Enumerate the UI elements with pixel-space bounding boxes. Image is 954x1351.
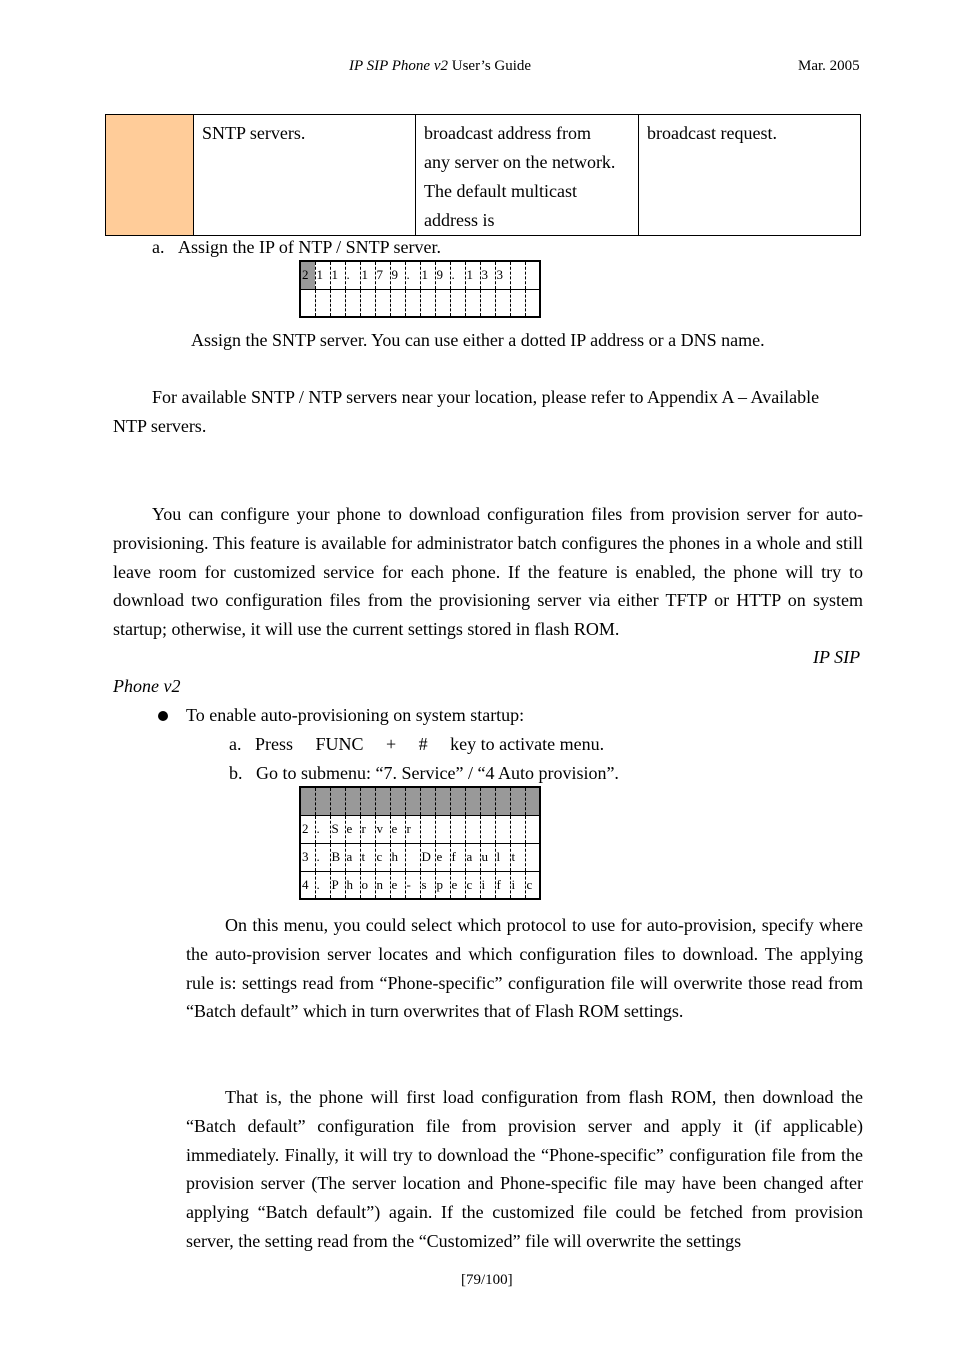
lcd-char-cell: l bbox=[495, 843, 510, 871]
lcd-char-cell: 1 bbox=[330, 261, 345, 289]
lcd1-caption: Assign the SNTP server. You can use either a dotted IP address or a DNS name. bbox=[191, 330, 765, 350]
lcd-char-cell bbox=[480, 815, 495, 843]
lcd-char-cell: . bbox=[315, 871, 330, 899]
lcd-display-sntp-server bbox=[299, 260, 541, 318]
menu-paragraph: On this menu, you could select which protocol to use for auto-provision, specify where the auto-provision server locates and which configuration files to download. The applying rule is: settings read from “Phone-specific” configuration file will overwrite those read from “Batch default” which in turn overwrites that of Flash ROM settings. bbox=[186, 915, 863, 1022]
lcd-char-cell bbox=[495, 289, 510, 317]
lcd-char-cell bbox=[525, 261, 540, 289]
lcd-char-cell: r bbox=[405, 815, 420, 843]
lcd-char-cell: P bbox=[330, 871, 345, 899]
lcd-char-cell: 1 bbox=[420, 261, 435, 289]
lcd-char-cell bbox=[480, 787, 495, 815]
step-a bbox=[152, 237, 441, 258]
lcd-char-cell bbox=[315, 289, 330, 317]
lcd-char-cell bbox=[300, 787, 315, 815]
sntp-settings-table bbox=[105, 114, 861, 236]
lcd-char-cell: c bbox=[465, 871, 480, 899]
lcd-char-cell: e bbox=[345, 815, 360, 843]
lcd-row bbox=[300, 289, 540, 317]
lcd-display-auto-provision-menu bbox=[299, 786, 541, 900]
lcd-char-cell: 9 bbox=[390, 261, 405, 289]
table-cell-description bbox=[416, 115, 639, 236]
description-line: broadcast address from bbox=[424, 123, 591, 143]
lcd-char-cell: B bbox=[330, 843, 345, 871]
table-row bbox=[106, 115, 861, 236]
lcd-char-cell: 1 bbox=[360, 261, 375, 289]
lcd-row bbox=[300, 843, 540, 871]
lcd-char-cell bbox=[495, 815, 510, 843]
lcd-char-cell: . bbox=[345, 261, 360, 289]
step-press-func bbox=[229, 734, 604, 755]
step-text: Go to submenu: “7. Service” / “4 Auto provision”. bbox=[256, 763, 619, 783]
lcd-char-cell: f bbox=[495, 871, 510, 899]
lcd-char-cell bbox=[315, 787, 330, 815]
lcd-char-cell bbox=[510, 289, 525, 317]
lcd-char-cell: c bbox=[375, 843, 390, 871]
lcd-char-cell bbox=[525, 843, 540, 871]
lcd-char-cell: 4 bbox=[300, 871, 315, 899]
lcd-char-cell: t bbox=[360, 843, 375, 871]
product-name-left: Phone v2 bbox=[113, 676, 181, 696]
page-number: [79/100] bbox=[461, 1272, 513, 1288]
step-text: Press FUNC + # key to activate menu. bbox=[255, 734, 605, 754]
table-category-cell bbox=[106, 115, 194, 236]
lcd-char-cell bbox=[435, 787, 450, 815]
lcd-char-cell: 2 bbox=[300, 815, 315, 843]
lcd-char-cell: u bbox=[480, 843, 495, 871]
document-header-title bbox=[349, 58, 531, 75]
lcd-char-cell bbox=[450, 815, 465, 843]
lcd-char-cell bbox=[435, 815, 450, 843]
lcd-char-cell bbox=[510, 815, 525, 843]
lcd-char-cell: D bbox=[420, 843, 435, 871]
lcd-char-cell bbox=[510, 787, 525, 815]
lcd-char-cell: i bbox=[480, 871, 495, 899]
lcd-char-cell bbox=[420, 787, 435, 815]
lcd-row bbox=[300, 261, 540, 289]
lcd-char-cell bbox=[405, 289, 420, 317]
lcd-char-cell: - bbox=[405, 871, 420, 899]
step-a-text: Assign the IP of NTP / SNTP server. bbox=[178, 237, 441, 257]
lcd-char-cell: n bbox=[375, 871, 390, 899]
lcd-char-cell bbox=[375, 289, 390, 317]
lcd-char-cell bbox=[525, 289, 540, 317]
lcd-char-cell bbox=[390, 787, 405, 815]
lcd-char-cell bbox=[525, 787, 540, 815]
lcd-char-cell: . bbox=[450, 261, 465, 289]
lcd-char-cell bbox=[465, 787, 480, 815]
lcd-char-cell: e bbox=[390, 815, 405, 843]
lcd-char-cell bbox=[435, 289, 450, 317]
bullet-icon bbox=[158, 711, 168, 721]
auto-provision-paragraph: You can configure your phone to download configuration files from provision server for auto-provisioning. This feature is available for administrator batch configures the phones in a whole and still leave room for customized service for each phone. If the feature is enabled, the phone will try to download two configuration files from the provisioning server via either TFTP or HTTP on system startup; otherwise, it will use the current settings stored in flash ROM. bbox=[113, 504, 863, 640]
lcd-char-cell bbox=[405, 787, 420, 815]
lcd-char-cell: o bbox=[360, 871, 375, 899]
lcd-char-cell: 1 bbox=[465, 261, 480, 289]
lcd-char-cell: e bbox=[435, 843, 450, 871]
step-a-label: a. bbox=[152, 237, 165, 257]
lcd-char-cell: 2 bbox=[300, 261, 315, 289]
lcd-char-cell bbox=[465, 289, 480, 317]
step-label: b. bbox=[229, 763, 243, 783]
table-cell-note: broadcast request. bbox=[639, 115, 861, 236]
lcd-char-cell: 9 bbox=[435, 261, 450, 289]
sntp-note-line-1: For available SNTP / NTP servers near your location, please refer to Appendix A – Available bbox=[152, 387, 820, 407]
header-guide-label: User’s Guide bbox=[448, 58, 532, 74]
step-label: a. bbox=[229, 734, 242, 754]
lcd-char-cell: a bbox=[345, 843, 360, 871]
lcd-char-cell: 7 bbox=[375, 261, 390, 289]
step-go-submenu bbox=[229, 763, 619, 784]
lcd-char-cell bbox=[480, 289, 495, 317]
lcd-char-cell: t bbox=[510, 843, 525, 871]
product-name-right: IP SIP bbox=[813, 647, 861, 667]
lcd-char-cell: h bbox=[390, 843, 405, 871]
lcd-char-cell: 3 bbox=[300, 843, 315, 871]
document-header-date: Mar. 2005 bbox=[798, 58, 860, 74]
lcd-row bbox=[300, 815, 540, 843]
lcd-char-cell: f bbox=[450, 843, 465, 871]
description-line: any server on the network. bbox=[424, 152, 616, 172]
lcd-char-cell bbox=[330, 289, 345, 317]
lcd-char-cell bbox=[525, 815, 540, 843]
lcd-char-cell: c bbox=[525, 871, 540, 899]
lcd-char-cell bbox=[330, 787, 345, 815]
lcd-char-cell: . bbox=[315, 815, 330, 843]
lcd-char-cell bbox=[450, 787, 465, 815]
lcd-char-cell: h bbox=[345, 871, 360, 899]
lcd-char-cell bbox=[360, 289, 375, 317]
lcd-row bbox=[300, 871, 540, 899]
lcd-char-cell bbox=[300, 289, 315, 317]
lcd-char-cell: S bbox=[330, 815, 345, 843]
header-product-name: IP SIP Phone v2 bbox=[349, 58, 449, 74]
lcd-char-cell: 3 bbox=[495, 261, 510, 289]
lcd-char-cell: 3 bbox=[480, 261, 495, 289]
lcd-char-cell bbox=[510, 261, 525, 289]
lcd-char-cell bbox=[495, 787, 510, 815]
sntp-note-line-2: NTP servers. bbox=[113, 416, 207, 436]
lcd-char-cell: e bbox=[390, 871, 405, 899]
lcd-char-cell bbox=[390, 289, 405, 317]
lcd-char-cell bbox=[375, 787, 390, 815]
description-line: The default multicast bbox=[424, 181, 577, 201]
description-line: address is bbox=[424, 210, 495, 230]
bullet-text: To enable auto-provisioning on system startup: bbox=[186, 705, 525, 725]
lcd-char-cell bbox=[420, 289, 435, 317]
lcd-char-cell: r bbox=[360, 815, 375, 843]
lcd-char-cell: 1 bbox=[315, 261, 330, 289]
lcd-char-cell: p bbox=[435, 871, 450, 899]
lcd-char-cell: a bbox=[465, 843, 480, 871]
lcd-char-cell: . bbox=[315, 843, 330, 871]
lcd-char-cell bbox=[450, 289, 465, 317]
lcd-char-cell bbox=[360, 787, 375, 815]
lcd-char-cell: v bbox=[375, 815, 390, 843]
lcd-row bbox=[300, 787, 540, 815]
table-cell-setting: SNTP servers. bbox=[194, 115, 416, 236]
lcd-char-cell: s bbox=[420, 871, 435, 899]
lcd-char-cell: . bbox=[405, 261, 420, 289]
lcd-char-cell bbox=[345, 787, 360, 815]
lcd-char-cell bbox=[405, 843, 420, 871]
lcd-char-cell: e bbox=[450, 871, 465, 899]
lcd-char-cell bbox=[465, 815, 480, 843]
lcd-char-cell bbox=[420, 815, 435, 843]
load-order-paragraph: That is, the phone will first load configuration from flash ROM, then download the “Batch default” configuration file from provision server and apply it (if applicable) immediately. Finally, it will try to download the “Phone-specific” configuration file from the provision server (The server location and Phone-specific file may have been changed after applying “Batch default”) again. If the customized file could be fetched from provision server, the setting read from the “Customized” file will overwrite the settings bbox=[186, 1087, 863, 1251]
lcd-char-cell: i bbox=[510, 871, 525, 899]
lcd-char-cell bbox=[345, 289, 360, 317]
